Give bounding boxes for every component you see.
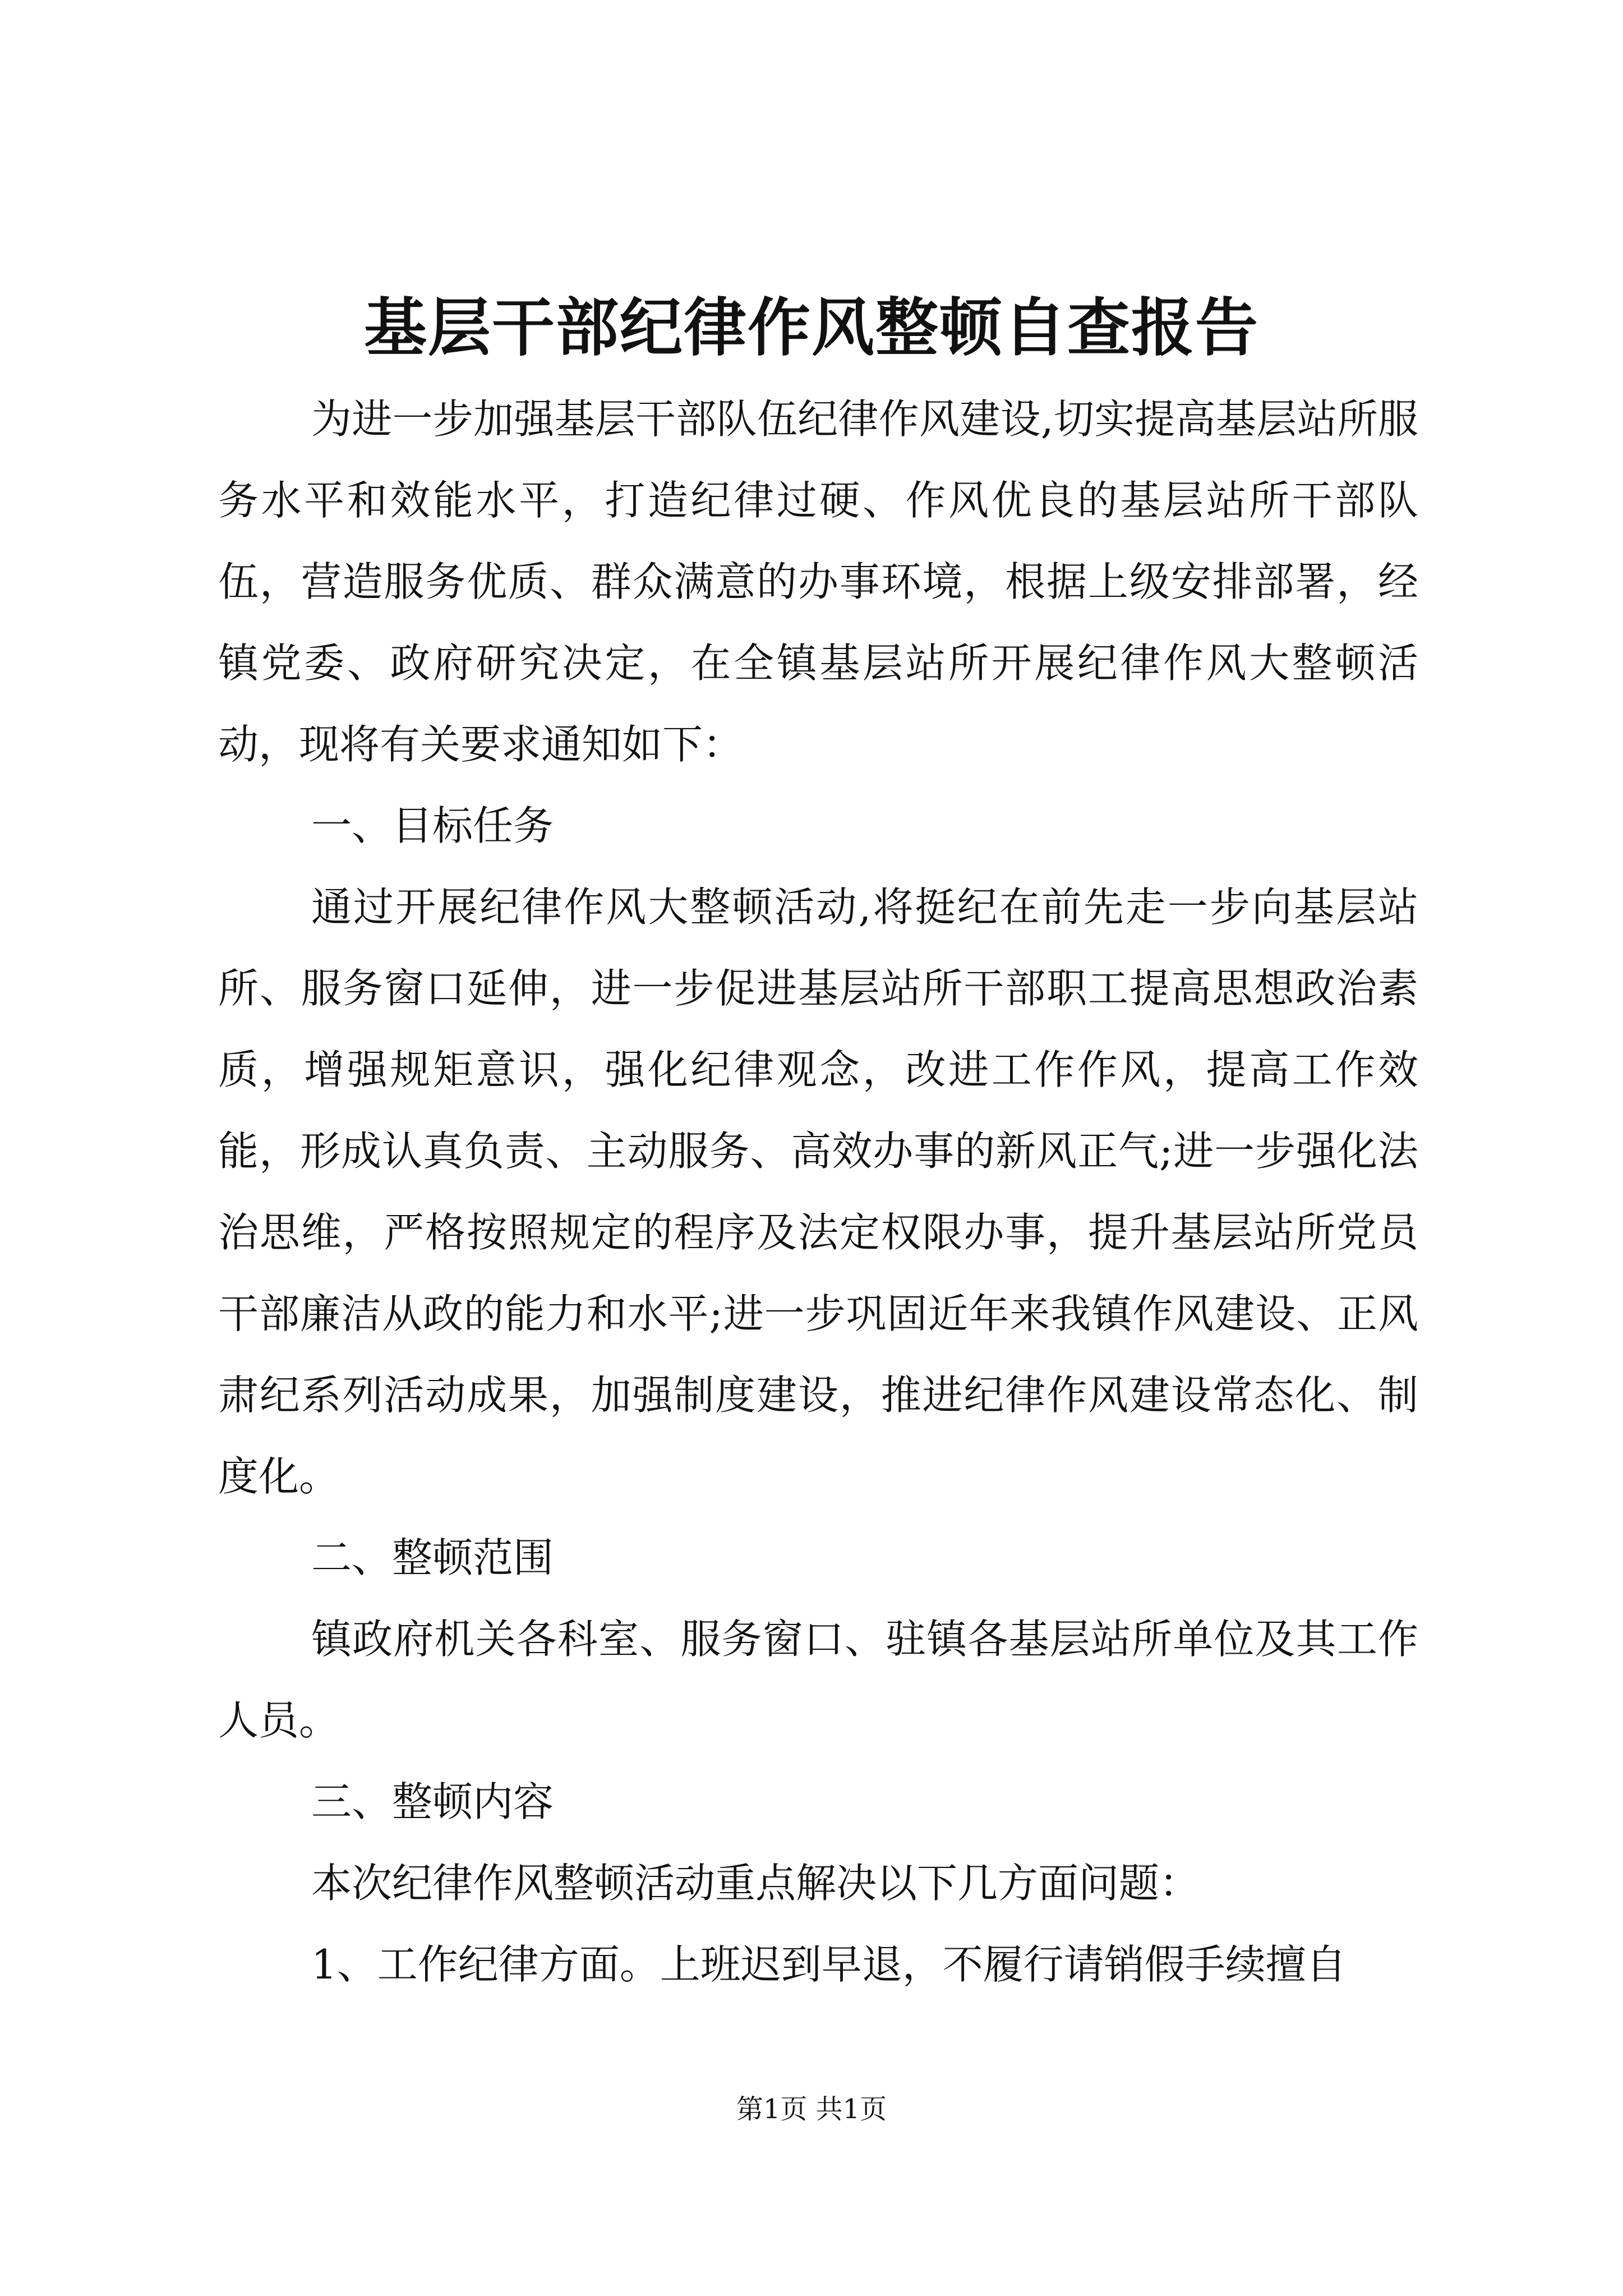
paragraph-goals: 通过开展纪律作风大整顿活动,将挺纪在前先走一步向基层站所、服务窗口延伸，进一步促进基层站所干部职工提高思想政治素质，增强规矩意识，强化纪律观念，改进工作作风，提高工作效能，形成认真负责、主动服务、高效办事的新风正气;进一步强化法治思维，严格按照规定的程序及法定权限办事，提升基层站所党员干部廉洁从政的能力和水平;进一步巩固近年来我镇作风建设、正风肃纪系列活动成果，加强制度建设，推进纪律作风建设常态化、制度化。: [218, 884, 1418, 1500]
section-heading-goals: 一、目标任务: [311, 802, 554, 849]
page-footer: 第1页 共1页: [736, 2093, 887, 2125]
paragraph-scope: 镇政府机关各科室、服务窗口、驻镇各基层站所单位及其工作人员。: [218, 1616, 1418, 1744]
section-heading-scope: 二、整顿范围: [311, 1534, 554, 1581]
document-title: 基层干部纪律作风整顿自查报告: [364, 291, 1259, 365]
paragraph-content-intro: 本次纪律作风整顿活动重点解决以下几方面问题：: [311, 1860, 1200, 1907]
paragraph-item-1: 1、工作纪律方面。上班迟到早退，不履行请销假手续擅自: [311, 1941, 1347, 1988]
paragraph-intro: 为进一步加强基层干部队伍纪律作风建设,切实提高基层站所服务水平和效能水平，打造纪律过硬、作风优良的基层站所干部队伍，营造服务优质、群众满意的办事环境，根据上级安排部署，经镇党委、政府研究决定，在全镇基层站所开展纪律作风大整顿活动，现将有关要求通知如下：: [218, 395, 1418, 768]
section-heading-content: 三、整顿内容: [311, 1778, 554, 1825]
document-body: [218, 379, 1418, 2005]
